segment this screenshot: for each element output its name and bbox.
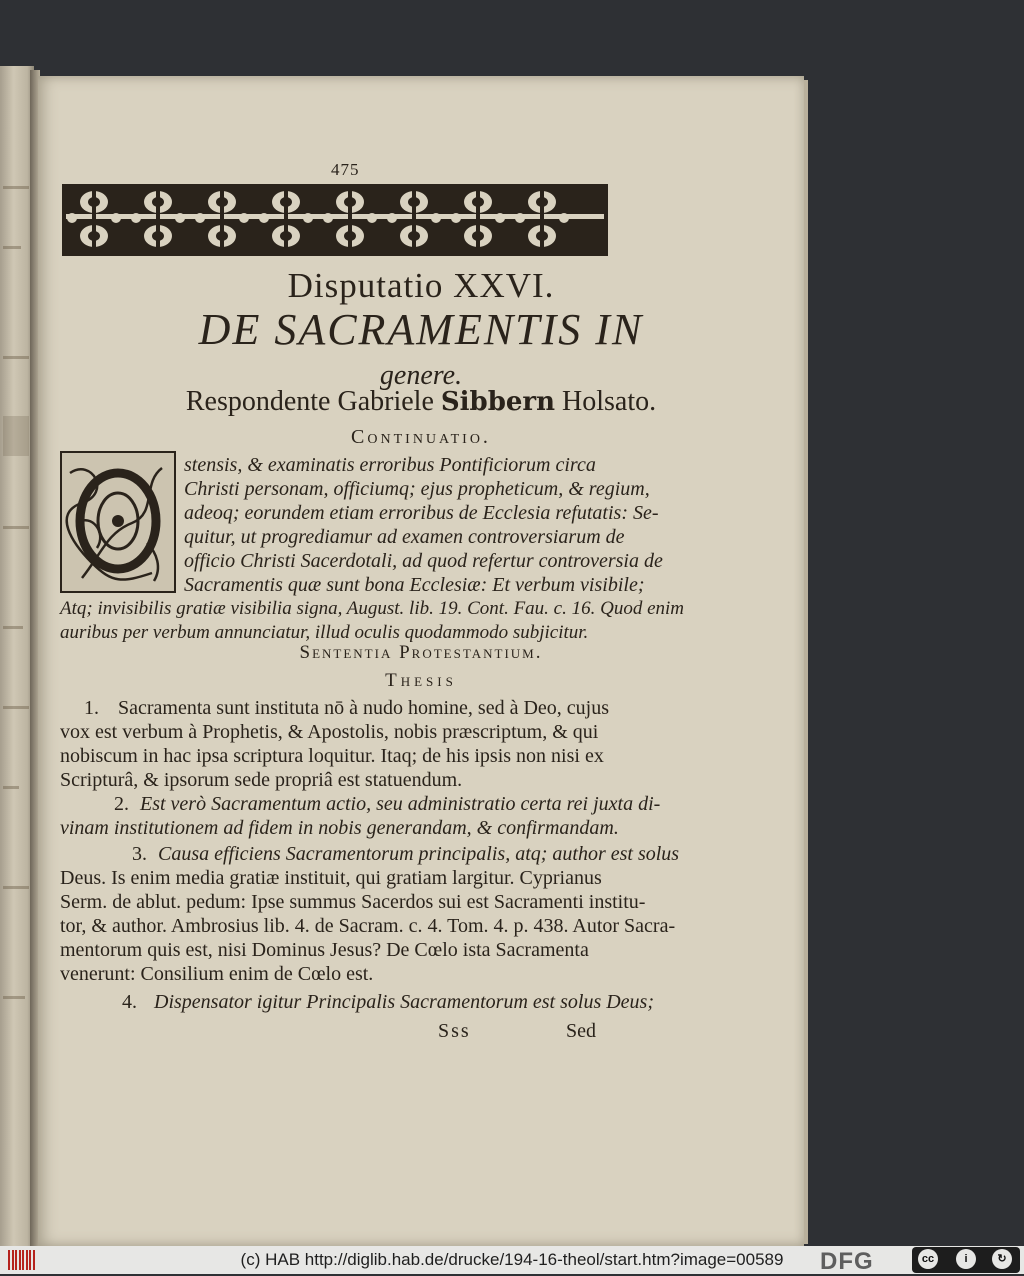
intro-line: stensis, & examinatis erroribus Pontificiorum circa [184,454,596,476]
signature-mark: Sss [438,1020,471,1042]
thesis-line: Deus. Is enim media gratiæ instituit, qui gratiam largitur. Cyprianus [60,867,602,889]
thesis-line: vinam institutionem ad fidem in nobis generandam, & confirmandam. [60,817,619,839]
intro-line: officio Christi Sacerdotali, ad quod refertur controversia de [184,550,663,572]
facing-page-edge [0,66,34,1246]
thesis-number: 1. [84,697,99,719]
intro-line: Atq; invisibilis gratiæ visibilia signa, August. lib. 19. Cont. Fau. c. 16. Quod enim [60,598,685,619]
thesis-line: nobiscum in hac ipsa scriptura loquitur. Itaq; de his ipsis non nisi ex [60,745,604,767]
page-number: 475 [331,160,360,179]
thesis-line: Scripturâ, & ipsorum sede propriâ est statuendum. [60,769,463,791]
thesis-line: Sacramenta sunt instituta nō à nudo homine, sed à Deo, cujus [118,697,610,719]
thesis-line: mentorum quis est, nisi Dominus Jesus? De Cœlo ista Sacramenta [60,939,589,961]
respondent-prefix: Respondente Gabriele [185,386,441,417]
disputation-title: Disputatio XXVI. [287,266,555,305]
thesis-line: Dispensator igitur Principalis Sacramentorum est solus Deus; [154,991,654,1013]
intro-line: Sacramentis quæ sunt bona Ecclesiæ: Et verbum visibile; [184,574,645,596]
thesis-line: Causa efficiens Sacramentorum principalis, atq; author est solus [158,843,680,865]
copyright-link[interactable]: (c) HAB http://diglib.hab.de/drucke/194-16-theol/start.htm?image=00589 [240,1250,784,1269]
section-heading-continuatio: Continuatio. [351,426,491,448]
catchword: Sed [566,1020,596,1042]
main-title: DE SACRAMENTIS IN [198,305,644,354]
thesis-line: Serm. de ablut. pedum: Ipse summus Sacerdos sui est Sacramenti institu- [60,891,646,913]
book-page [38,76,804,1246]
thesis-line: Est verò Sacramentum actio, seu administratio certa rei juxta di- [140,793,661,815]
intro-line: adeoq; eorundem etiam erroribus de Ecclesia refutatis: Se- [184,502,659,524]
respondent-line [38,386,804,418]
intro-line: Christi personam, officiumq; ejus propheticum, & regium, [184,478,650,500]
section-heading-thesis: Thesis [385,670,457,691]
viewer-footer [0,1246,1024,1274]
ornamental-headpiece [62,184,608,256]
dfg-logo: DFG [820,1248,874,1275]
decorated-initial-o [60,451,176,593]
intro-line: auribus per verbum annunciatur, illud oculis quodammodo subjicitur. [60,622,589,643]
intro-line: quitur, ut progrediamur ad examen controversiarum de [184,526,625,548]
thesis-number: 3. [132,843,147,865]
cc-by-sa-icon[interactable]: cc i ↻ [912,1247,1020,1273]
main-title-continuation: genere. [379,360,463,391]
respondent-suffix: Holsato. [555,386,657,417]
section-heading-sententia: Sententia Protestantium. [299,642,543,663]
thesis-line: vox est verbum à Prophetis, & Apostolis, nobis præscriptum, & qui [60,721,599,743]
respondent-name: Sibbern [440,387,556,417]
thesis-number: 2. [114,793,129,815]
thesis-number: 4. [122,991,137,1013]
thesis-line: tor, & author. Ambrosius lib. 4. de Sacram. c. 4. Tom. 4. p. 438. Autor Sacra- [60,915,676,937]
thesis-line: venerunt: Consilium enim de Cœlo est. [60,963,374,985]
